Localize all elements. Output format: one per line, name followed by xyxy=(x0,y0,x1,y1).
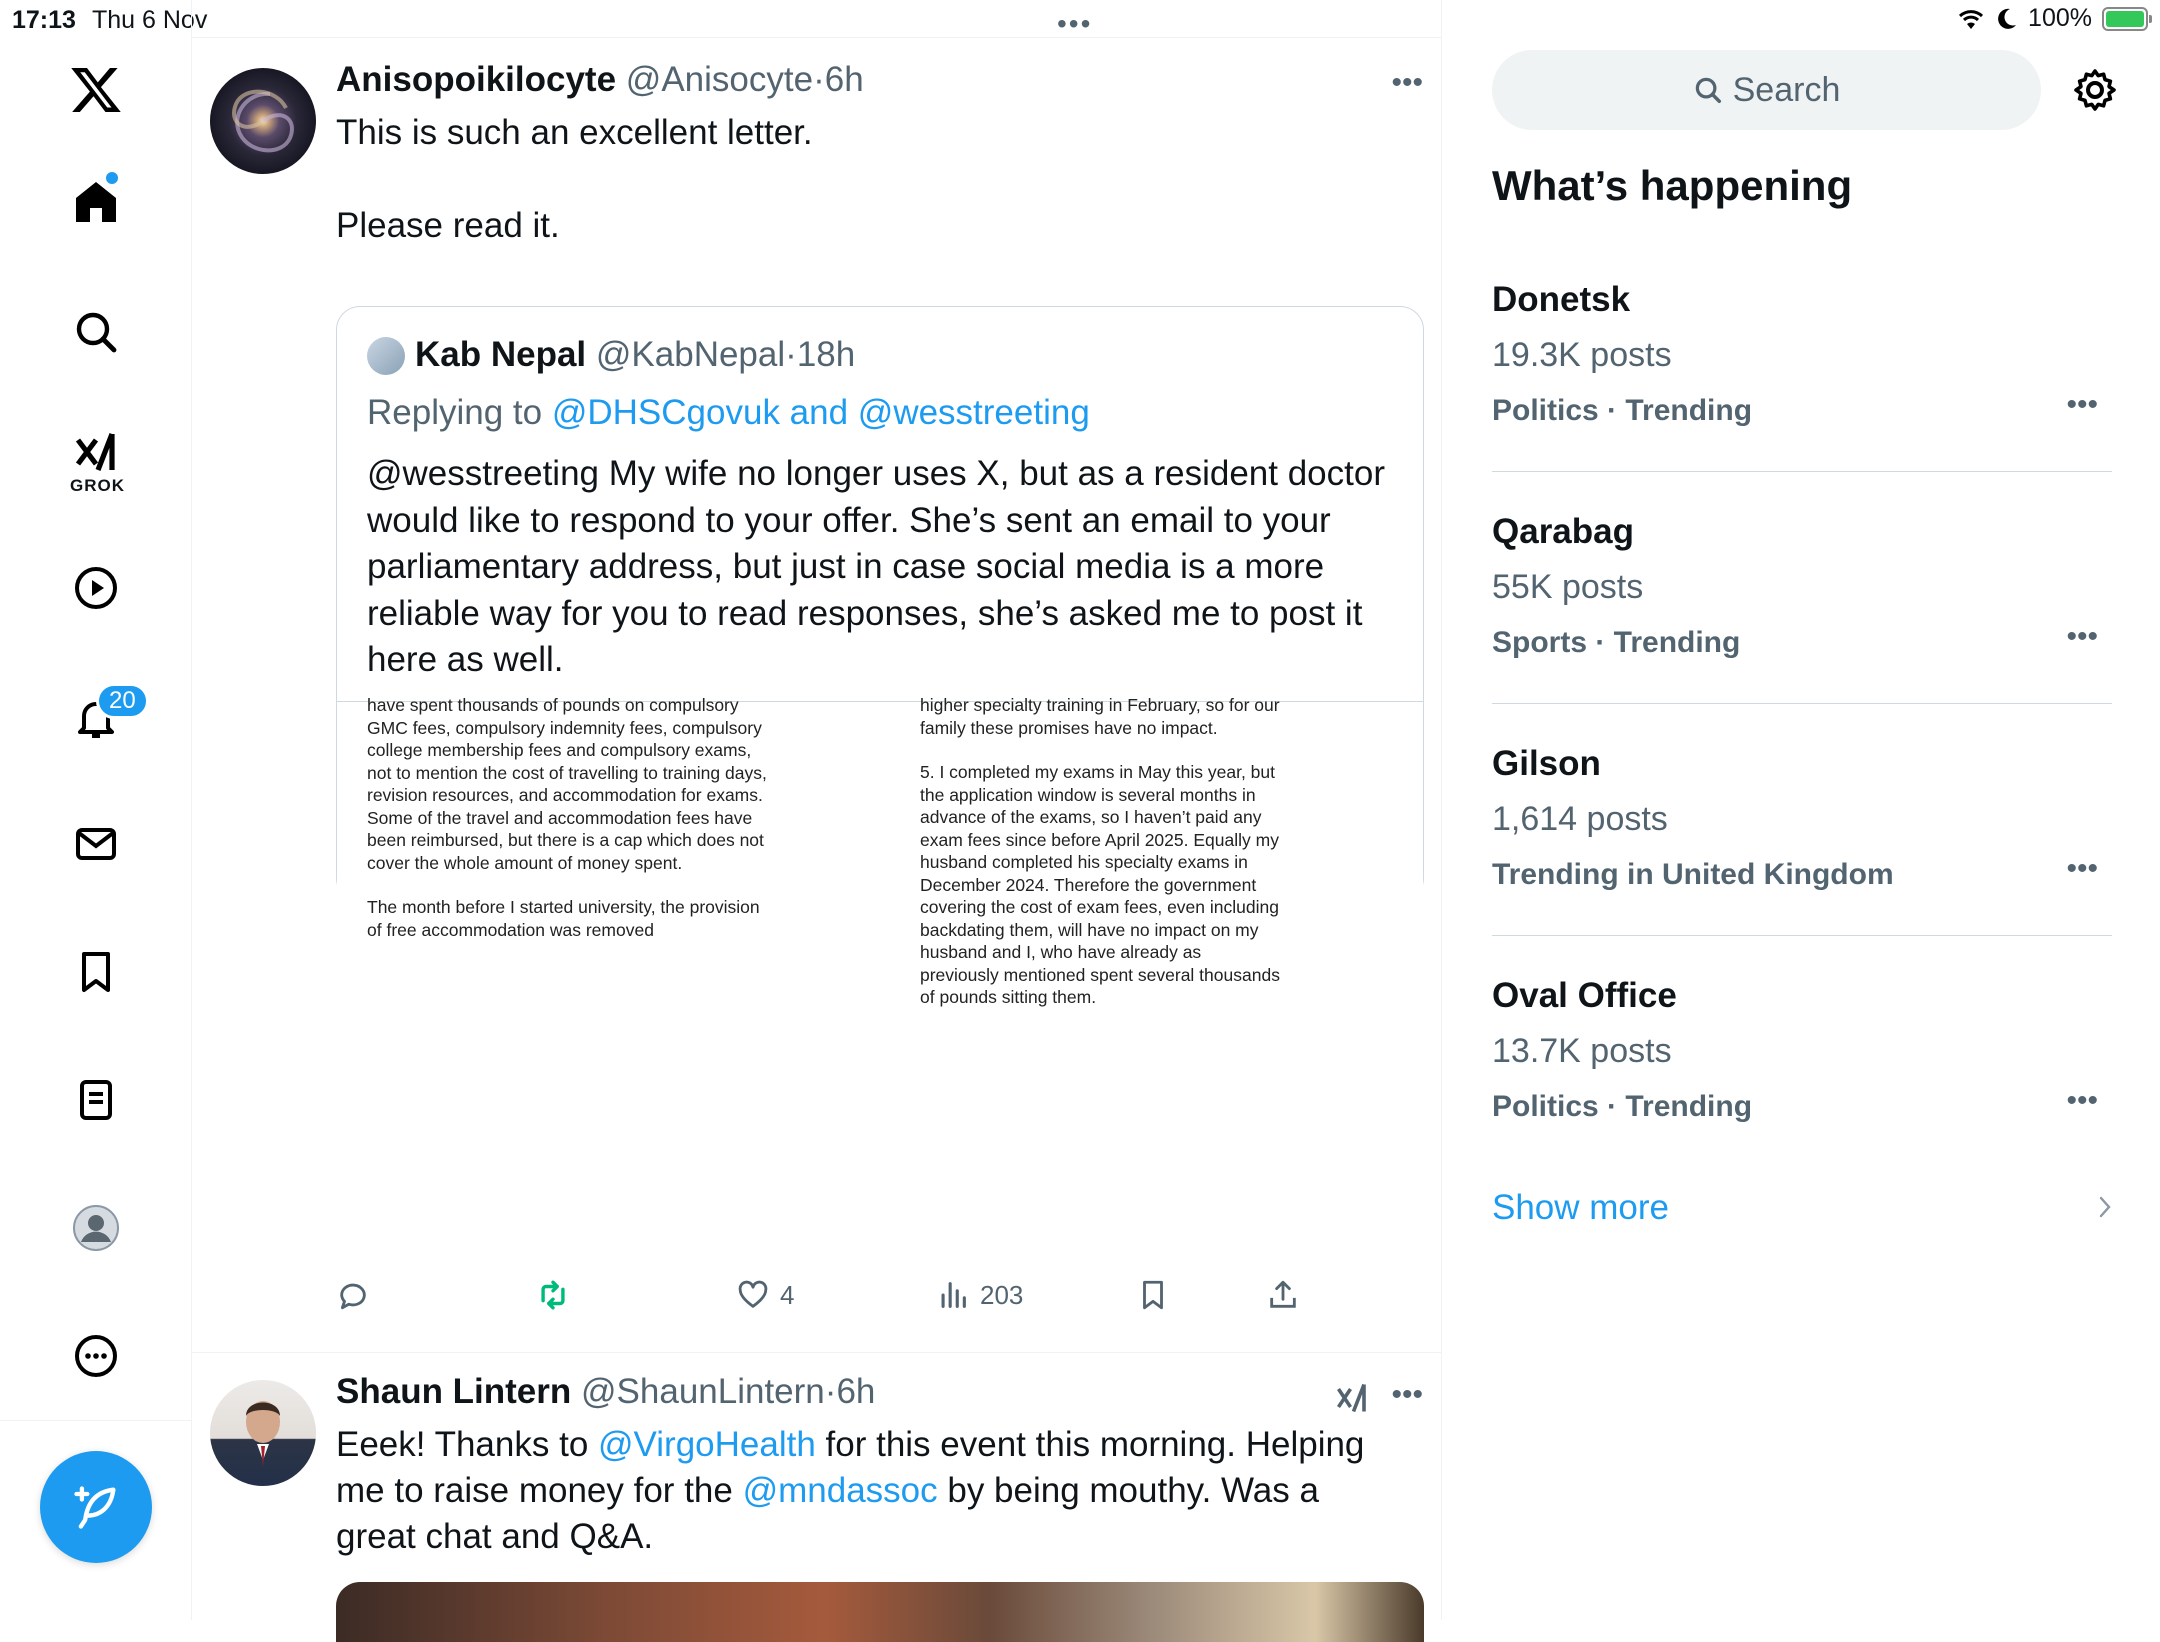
quote-text: @wesstreeting My wife no longer uses X, but as a resident doctor would like to respond to your offer. She’s sent an email to your parliamentary address, but just in case social media is a more reliable way for you to read responses, she’s asked me to post it here as well. xyxy=(367,454,1385,679)
post-time[interactable]: 6h xyxy=(836,1372,876,1411)
left-nav xyxy=(0,0,192,1620)
author-handle[interactable]: @ShaunLintern xyxy=(581,1372,825,1411)
tweet-header xyxy=(336,60,864,100)
status-time: 17:13 xyxy=(12,6,76,34)
search-placeholder: Search xyxy=(1732,70,1841,109)
tweet-anisopoikilocyte[interactable] xyxy=(192,38,1441,1352)
quote-avatar[interactable] xyxy=(367,337,405,375)
quote-time: 18h xyxy=(796,335,856,374)
repost-icon xyxy=(536,1278,570,1312)
quote-author-handle: @KabNepal xyxy=(595,335,786,374)
bookmark-button[interactable] xyxy=(1136,1278,1170,1312)
replying-to-mentions[interactable]: @DHSCgovuk and @wesstreeting xyxy=(551,393,1090,432)
quote-author-name: Kab Nepal xyxy=(415,335,587,374)
views-button[interactable] xyxy=(936,1278,1023,1312)
compose-post-button[interactable] xyxy=(40,1451,152,1563)
trend-more-icon[interactable]: ••• xyxy=(2066,852,2098,885)
explore-search-icon[interactable] xyxy=(66,302,126,362)
battery-percent: 100% xyxy=(2028,4,2092,32)
letter-text: higher specialty training in February, so for our family these promises have no impact. xyxy=(920,695,1280,738)
trend-count: 13.7K posts xyxy=(1492,1032,1672,1070)
letter-left-column-top xyxy=(367,694,767,994)
replying-to xyxy=(367,393,1090,433)
more-dots-icon[interactable]: ••• xyxy=(1057,8,1093,39)
tweet-media-image[interactable] xyxy=(336,1582,1424,1642)
quote-time-separator: · xyxy=(785,335,797,374)
share-icon xyxy=(1266,1278,1300,1312)
mention-mndassoc[interactable]: @mndassoc xyxy=(742,1471,938,1510)
tweet-text-part: Eeek! Thanks to xyxy=(336,1425,599,1464)
trend-category: Politics · Trending xyxy=(1492,1090,1753,1123)
timeline-feed xyxy=(192,0,1442,1620)
nav-divider xyxy=(0,1420,192,1421)
video-play-icon[interactable] xyxy=(66,558,126,618)
trend-more-icon[interactable]: ••• xyxy=(2066,620,2098,653)
right-sidebar xyxy=(1443,0,2160,1620)
grok-explain-icon[interactable] xyxy=(1334,1380,1370,1416)
tweet-actions xyxy=(336,1278,1336,1326)
letter-text: have spent thousands of pounds on compulsory GMC fees, compulsory indemnity fees, compulsory college membership fees and compulsory exams, not to mention the cost of travelling to training days, revision resources, and accommodation for exams. Some of the travel and accommodation fees have been reimbursed, but there is a cap which does not cover the whole amount of money spent. xyxy=(367,695,767,873)
replying-to-prefix: Replying to xyxy=(367,393,543,432)
trend-name: Gilson xyxy=(1492,744,1601,783)
bookmark-icon xyxy=(1136,1278,1170,1312)
show-more-link[interactable]: Show more xyxy=(1492,1188,1670,1227)
views-chart-icon xyxy=(936,1278,970,1312)
tweet-text-line1: This is such an excellent letter. xyxy=(336,113,813,152)
bookmarks-icon[interactable] xyxy=(66,942,126,1002)
galaxy-avatar-icon xyxy=(210,68,316,174)
trend-count: 19.3K posts xyxy=(1492,336,1672,374)
tweet-header xyxy=(336,1372,875,1412)
view-count: 203 xyxy=(980,1279,1024,1310)
avatar[interactable] xyxy=(210,1380,316,1486)
x-logo-icon[interactable] xyxy=(66,60,126,120)
trend-name: Qarabag xyxy=(1492,512,1634,551)
trend-more-icon[interactable]: ••• xyxy=(2066,1084,2098,1117)
trend-category: Politics · Trending xyxy=(1492,394,1753,427)
tweet-text xyxy=(336,1422,1406,1560)
home-unread-dot xyxy=(106,172,118,184)
chevron-right-icon[interactable] xyxy=(2093,1192,2117,1222)
like-count: 4 xyxy=(780,1279,795,1310)
trend-divider xyxy=(1492,471,2112,472)
tweet-text-part: for this event this morning. Helping me to raise money for the xyxy=(336,1425,1365,1510)
more-options-icon[interactable] xyxy=(66,1326,126,1386)
trend-name: Oval Office xyxy=(1492,976,1677,1015)
reply-icon xyxy=(336,1278,370,1312)
messages-envelope-icon[interactable] xyxy=(66,814,126,874)
lists-document-icon[interactable] xyxy=(66,1070,126,1130)
profile-avatar-icon[interactable] xyxy=(66,1198,126,1258)
heart-icon xyxy=(736,1278,770,1312)
letter-text: 5. I completed my exams in May this year, but the application window is several months in advance of the exams, so I haven’t paid any exam fees since before April 2025. Equally my husband completed his specialty exams in December 2024. Therefore the government covering the cost of exam fees, even including backdating them, will have no impact on my husband and I, who have already as previously mentioned spent several thousands of pounds sitting them. xyxy=(920,762,1280,1007)
post-more-icon[interactable]: ••• xyxy=(1391,66,1423,99)
trend-count: 1,614 posts xyxy=(1492,800,1668,838)
author-name[interactable]: Shaun Lintern xyxy=(336,1372,572,1411)
post-more-icon[interactable]: ••• xyxy=(1391,1378,1423,1411)
avatar[interactable] xyxy=(210,68,316,174)
search-input[interactable] xyxy=(1492,50,2041,130)
letter-text: The month before I started university, the provision of free accommodation was removed xyxy=(367,897,760,940)
settings-gear-icon[interactable] xyxy=(2071,66,2119,114)
trend-category: Trending in United Kingdom xyxy=(1492,858,1894,891)
quote-header xyxy=(415,335,855,375)
trend-divider xyxy=(1492,703,2112,704)
letter-right-column-top xyxy=(920,694,1280,1007)
time-separator: · xyxy=(824,1372,837,1411)
status-date: Thu 6 Nov xyxy=(92,6,208,34)
trend-category: Sports · Trending xyxy=(1492,626,1741,659)
repost-button[interactable] xyxy=(536,1278,570,1312)
time-separator: · xyxy=(813,60,825,99)
reply-button[interactable] xyxy=(336,1278,370,1312)
trend-count: 55K posts xyxy=(1492,568,1644,606)
trend-name: Donetsk xyxy=(1492,280,1631,319)
mention-virgohealth[interactable]: @VirgoHealth xyxy=(598,1425,816,1464)
trend-more-icon[interactable]: ••• xyxy=(2066,388,2098,421)
trend-divider xyxy=(1492,935,2112,936)
previous-post-action-bar xyxy=(192,0,1441,38)
like-button[interactable] xyxy=(736,1278,794,1312)
post-time[interactable]: 6h xyxy=(824,60,864,99)
grok-label: GROK xyxy=(70,476,125,495)
person-avatar-icon xyxy=(210,1380,316,1486)
quoted-tweet[interactable] xyxy=(336,306,1424,1007)
search-icon xyxy=(1693,75,1723,105)
compose-feather-icon xyxy=(70,1481,122,1533)
tweet-text-part: by being mouthy. Was a great chat and Q&A. xyxy=(336,1471,1319,1556)
share-button[interactable] xyxy=(1266,1278,1300,1312)
grok-icon[interactable] xyxy=(66,422,126,482)
author-handle[interactable]: @Anisocyte xyxy=(625,60,814,99)
tweet-text-line2: Please read it. xyxy=(336,206,560,245)
quote-letter-image[interactable] xyxy=(337,695,1423,1007)
whats-happening-title: What’s happening xyxy=(1492,162,1853,209)
notifications-badge: 20 xyxy=(96,683,149,719)
tweet-shaun-lintern[interactable] xyxy=(192,1352,1441,1620)
author-name[interactable]: Anisopoikilocyte xyxy=(336,60,617,99)
